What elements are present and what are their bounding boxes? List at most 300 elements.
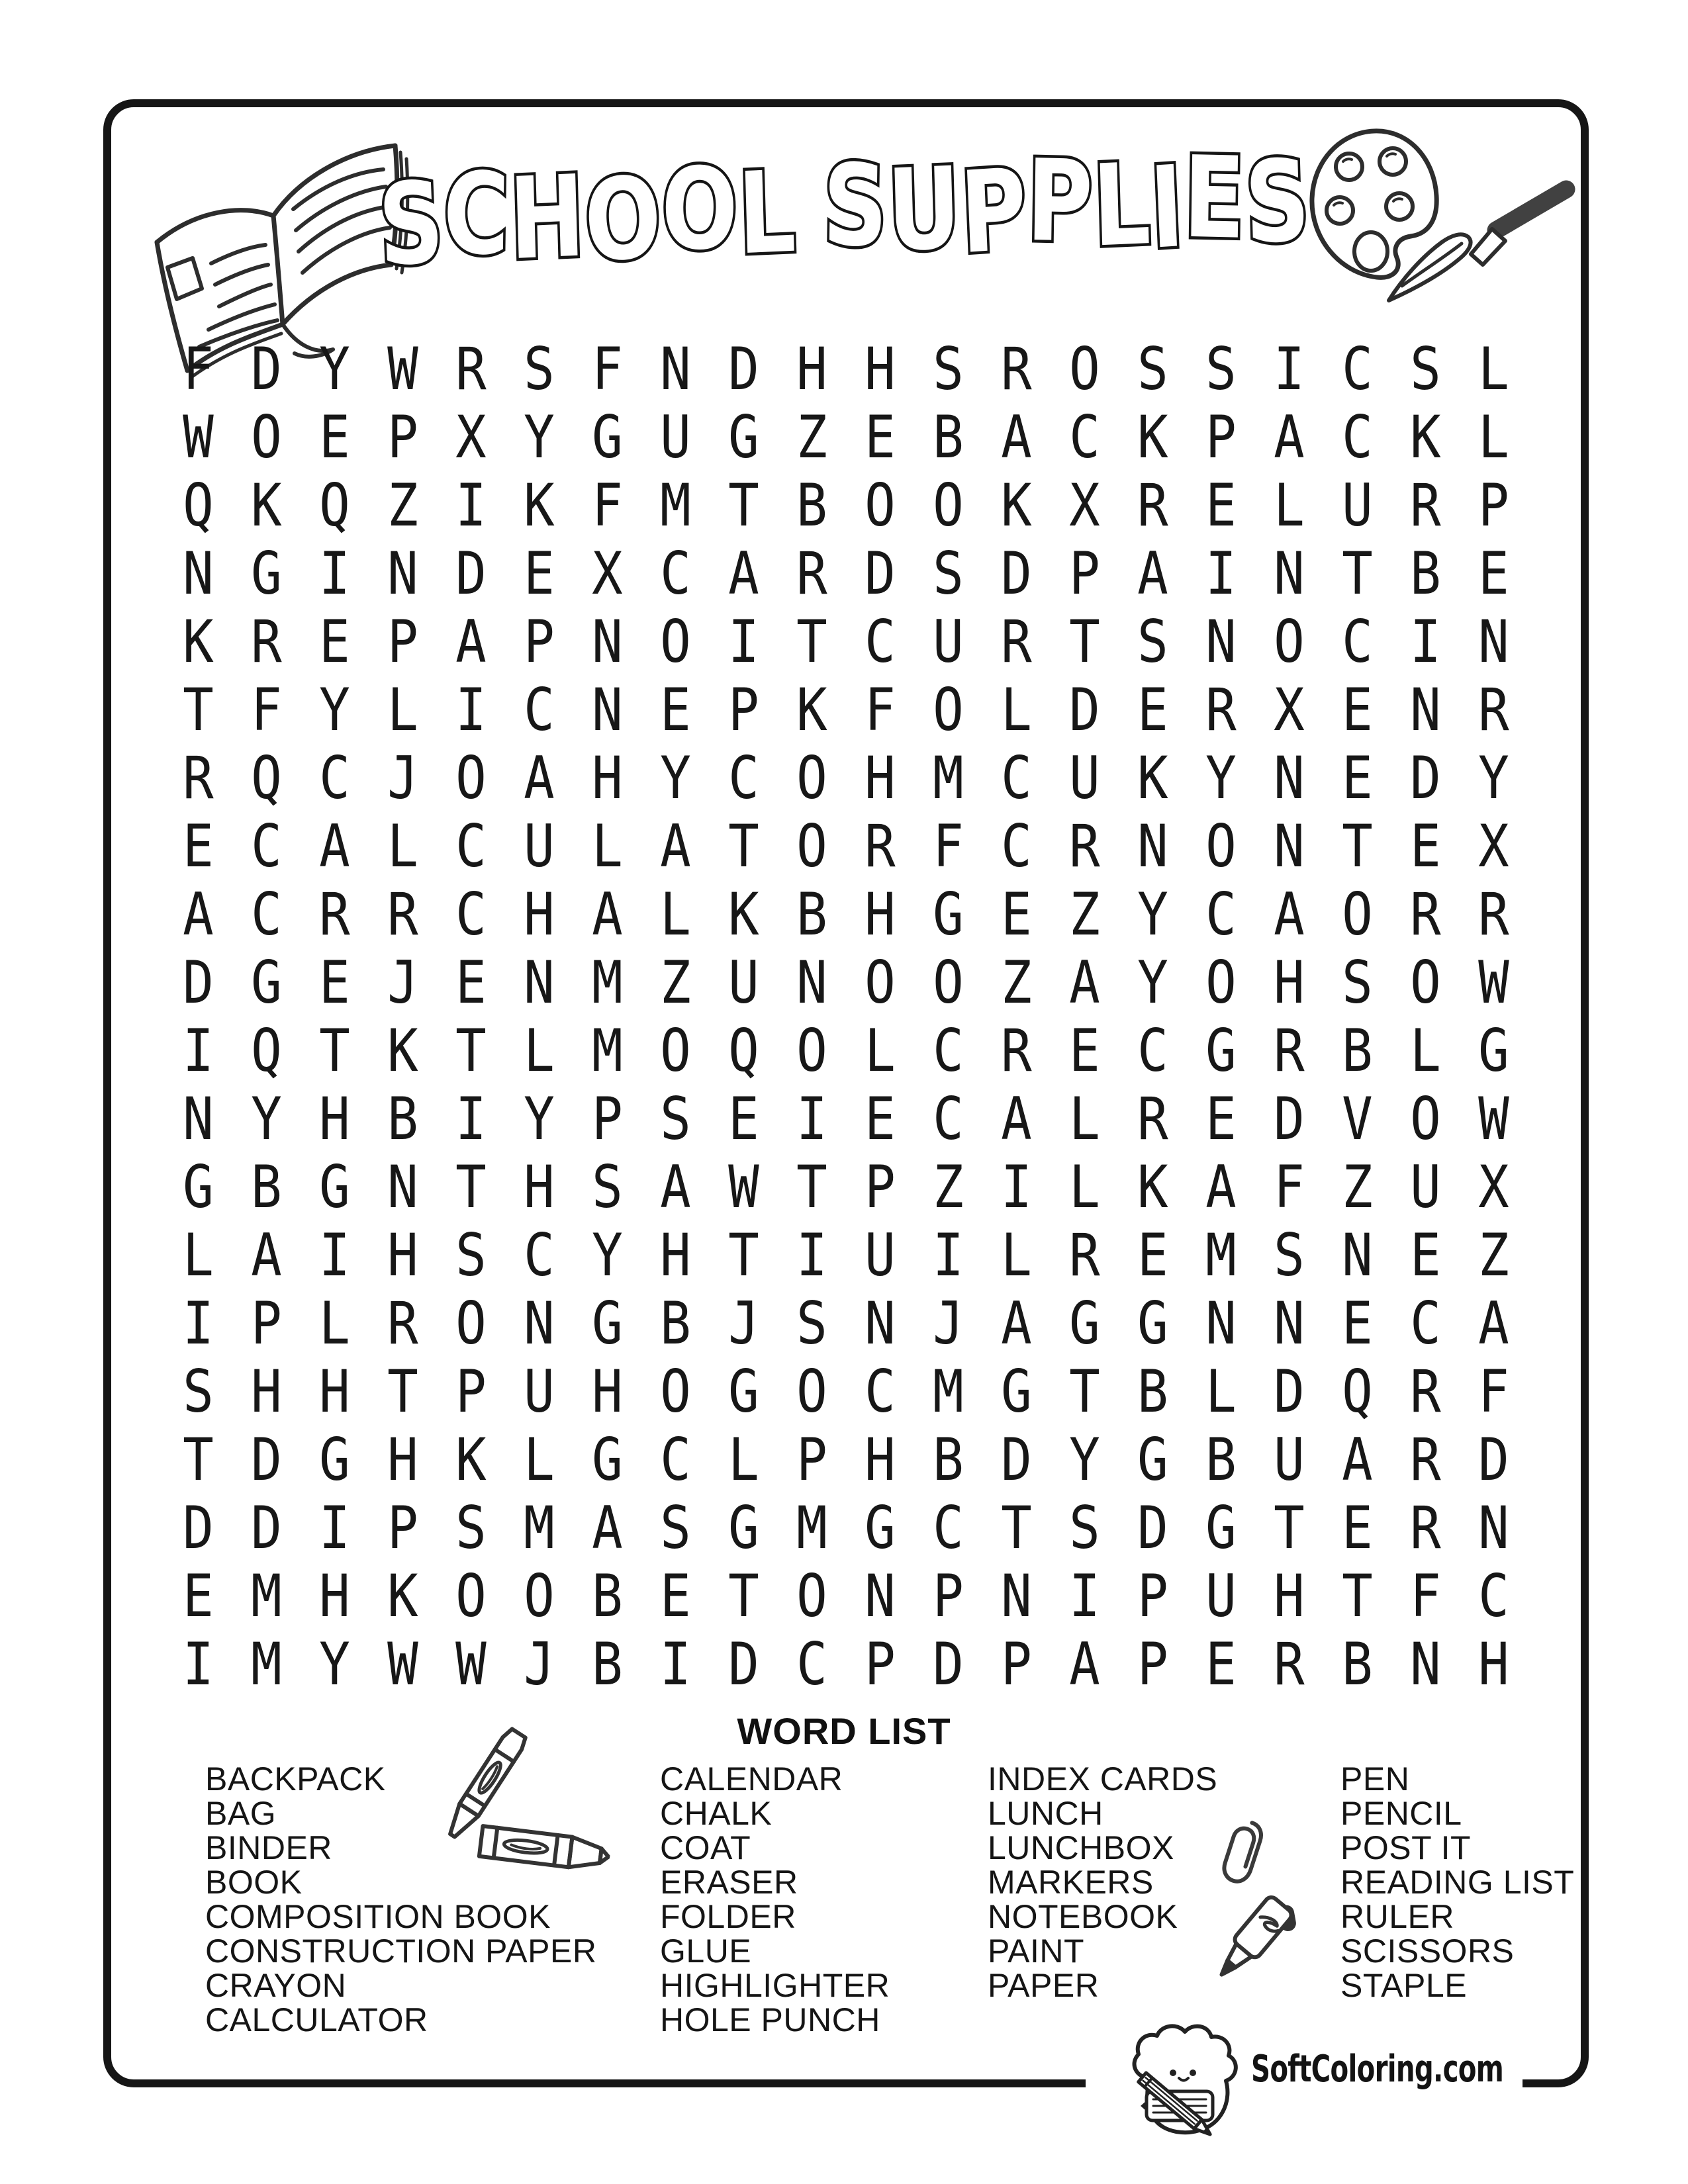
grid-letter: Z: [660, 948, 691, 1017]
grid-letter: R: [1069, 1221, 1100, 1289]
grid-letter: D: [183, 1494, 214, 1562]
grid-letter: O: [660, 608, 691, 676]
grid-letter: O: [933, 948, 964, 1017]
grid-letter: N: [592, 676, 623, 744]
grid-letter: R: [455, 335, 487, 403]
grid-letter: I: [1205, 539, 1237, 608]
grid-letter: A: [1274, 880, 1305, 948]
grid-letter: S: [1342, 948, 1373, 1017]
title-letter: P: [957, 144, 1029, 280]
grid-letter: C: [865, 1357, 896, 1426]
grid-letter: I: [796, 1221, 827, 1289]
grid-letter: P: [1137, 1562, 1168, 1630]
grid-letter: U: [1274, 1426, 1305, 1494]
grid-letter: Y: [1137, 948, 1168, 1017]
grid-letter: Y: [524, 1085, 555, 1153]
grid-letter: P: [1137, 1630, 1168, 1698]
paintbrush-icon: [1378, 167, 1577, 309]
grid-letter: G: [1001, 1357, 1032, 1426]
grid-letter: B: [933, 1426, 964, 1494]
grid-letter: B: [796, 471, 827, 539]
grid-letter: W: [1478, 948, 1509, 1017]
grid-letter: R: [1410, 1426, 1441, 1494]
grid-letter: O: [933, 471, 964, 539]
grid-letter: J: [933, 1289, 964, 1357]
grid-letter: B: [592, 1562, 623, 1630]
word-list-item: PAPER: [988, 1967, 1100, 2004]
grid-letter: T: [183, 1426, 214, 1494]
grid-letter: C: [251, 880, 282, 948]
title-letter: P: [1025, 135, 1094, 268]
word-list-item: CHALK: [660, 1795, 773, 1832]
grid-letter: O: [455, 1562, 487, 1630]
grid-letter: U: [933, 608, 964, 676]
grid-letter: E: [1342, 1494, 1373, 1562]
grid-letter: O: [524, 1562, 555, 1630]
cloud-mascot-icon: [1116, 2017, 1242, 2150]
grid-letter: Y: [319, 1630, 350, 1698]
word-list-item: POST IT: [1340, 1829, 1472, 1866]
grid-letter: U: [1342, 471, 1373, 539]
grid-letter: P: [592, 1085, 623, 1153]
title-letter: C: [442, 148, 510, 281]
grid-letter: N: [1478, 608, 1509, 676]
grid-letter: W: [387, 335, 418, 403]
word-list-item: RULER: [1340, 1898, 1454, 1935]
grid-letter: R: [1069, 812, 1100, 880]
grid-letter: R: [1205, 676, 1237, 744]
grid-letter: H: [1478, 1630, 1509, 1698]
grid-letter: N: [1274, 1289, 1305, 1357]
grid-letter: O: [1274, 608, 1305, 676]
grid-letter: I: [455, 471, 487, 539]
grid-letter: I: [455, 676, 487, 744]
grid-letter: A: [1342, 1426, 1373, 1494]
grid-letter: R: [1478, 880, 1509, 948]
grid-letter: E: [319, 948, 350, 1017]
grid-letter: G: [865, 1494, 896, 1562]
grid-letter: G: [933, 880, 964, 948]
grid-letter: E: [1137, 1221, 1168, 1289]
grid-letter: Z: [933, 1153, 964, 1221]
grid-letter: K: [1137, 744, 1168, 812]
grid-letter: G: [319, 1153, 350, 1221]
grid-letter: T: [1274, 1494, 1305, 1562]
grid-letter: S: [592, 1153, 623, 1221]
grid-letter: T: [796, 1153, 827, 1221]
grid-letter: E: [728, 1085, 759, 1153]
grid-letter: A: [1069, 948, 1100, 1017]
grid-letter: H: [660, 1221, 691, 1289]
grid-letter: H: [251, 1357, 282, 1426]
grid-letter: O: [251, 403, 282, 471]
title-letter: [793, 159, 825, 273]
grid-letter: Y: [1069, 1426, 1100, 1494]
grid-letter: D: [1001, 539, 1032, 608]
grid-letter: B: [1137, 1357, 1168, 1426]
grid-letter: Q: [251, 1017, 282, 1085]
grid-letter: R: [1137, 471, 1168, 539]
title-letter: H: [507, 151, 586, 286]
grid-letter: E: [660, 1562, 691, 1630]
grid-letter: R: [865, 812, 896, 880]
grid-letter: C: [455, 812, 487, 880]
grid-letter: E: [865, 403, 896, 471]
grid-letter: G: [1478, 1017, 1509, 1085]
grid-letter: M: [251, 1630, 282, 1698]
grid-letter: W: [387, 1630, 418, 1698]
word-list-item: READING LIST: [1340, 1864, 1575, 1901]
grid-letter: D: [1274, 1085, 1305, 1153]
grid-letter: E: [319, 403, 350, 471]
grid-letter: A: [183, 880, 214, 948]
grid-letter: B: [1205, 1426, 1237, 1494]
grid-letter: G: [592, 403, 623, 471]
grid-letter: W: [728, 1153, 759, 1221]
grid-letter: L: [728, 1426, 759, 1494]
grid-letter: I: [319, 539, 350, 608]
grid-letter: Y: [319, 335, 350, 403]
grid-letter: N: [1205, 1289, 1237, 1357]
grid-letter: L: [387, 812, 418, 880]
word-list-item: COMPOSITION BOOK: [205, 1898, 551, 1935]
grid-letter: O: [1205, 812, 1237, 880]
grid-letter: R: [183, 744, 214, 812]
grid-letter: O: [660, 1017, 691, 1085]
grid-letter: X: [1478, 1153, 1509, 1221]
grid-letter: N: [1137, 812, 1168, 880]
grid-letter: C: [319, 744, 350, 812]
grid-letter: R: [1478, 676, 1509, 744]
grid-letter: O: [796, 812, 827, 880]
word-list-item: HIGHLIGHTER: [660, 1967, 890, 2004]
grid-letter: L: [1478, 335, 1509, 403]
grid-letter: P: [1069, 539, 1100, 608]
grid-letter: G: [592, 1426, 623, 1494]
grid-letter: L: [387, 676, 418, 744]
grid-letter: R: [251, 608, 282, 676]
highlighter-icon: [1197, 1894, 1296, 2000]
grid-letter: O: [455, 744, 487, 812]
grid-letter: C: [1342, 608, 1373, 676]
grid-letter: R: [1410, 1494, 1441, 1562]
grid-letter: K: [387, 1017, 418, 1085]
grid-letter: M: [796, 1494, 827, 1562]
grid-letter: C: [1342, 403, 1373, 471]
grid-letter: I: [728, 608, 759, 676]
grid-letter: F: [1410, 1562, 1441, 1630]
grid-letter: Z: [1478, 1221, 1509, 1289]
grid-letter: C: [660, 539, 691, 608]
grid-letter: F: [1478, 1357, 1509, 1426]
grid-letter: A: [1137, 539, 1168, 608]
grid-letter: E: [183, 812, 214, 880]
grid-letter: H: [319, 1357, 350, 1426]
grid-letter: D: [455, 539, 487, 608]
title-letter: O: [660, 143, 739, 277]
word-list-item: NOTEBOOK: [988, 1898, 1178, 1935]
grid-letter: M: [524, 1494, 555, 1562]
grid-letter: Q: [183, 471, 214, 539]
grid-letter: N: [796, 948, 827, 1017]
grid-letter: B: [660, 1289, 691, 1357]
grid-letter: A: [660, 812, 691, 880]
grid-letter: D: [1001, 1426, 1032, 1494]
grid-letter: L: [1410, 1017, 1441, 1085]
title-letter: S: [375, 157, 446, 293]
word-list-item: BACKPACK: [205, 1760, 386, 1797]
grid-letter: D: [251, 335, 282, 403]
grid-letter: A: [592, 1494, 623, 1562]
grid-letter: F: [1274, 1153, 1305, 1221]
grid-letter: P: [1001, 1630, 1032, 1698]
grid-letter: K: [1410, 403, 1441, 471]
grid-letter: C: [1205, 880, 1237, 948]
grid-letter: L: [1205, 1357, 1237, 1426]
grid-letter: E: [1342, 744, 1373, 812]
grid-letter: Q: [728, 1017, 759, 1085]
grid-letter: P: [387, 608, 418, 676]
grid-letter: H: [592, 1357, 623, 1426]
word-list-item: PENCIL: [1340, 1795, 1462, 1832]
grid-letter: L: [1001, 1221, 1032, 1289]
grid-letter: E: [865, 1085, 896, 1153]
grid-letter: H: [592, 744, 623, 812]
grid-letter: U: [524, 812, 555, 880]
grid-letter: C: [1478, 1562, 1509, 1630]
grid-letter: E: [1137, 676, 1168, 744]
grid-letter: Z: [796, 403, 827, 471]
grid-letter: W: [455, 1630, 487, 1698]
word-list-item: STAPLE: [1340, 1967, 1468, 2004]
grid-letter: N: [1478, 1494, 1509, 1562]
grid-letter: I: [319, 1494, 350, 1562]
word-list-item: SCISSORS: [1340, 1933, 1515, 1970]
grid-letter: O: [1069, 335, 1100, 403]
grid-letter: G: [1137, 1289, 1168, 1357]
grid-letter: S: [1274, 1221, 1305, 1289]
grid-letter: Q: [251, 744, 282, 812]
grid-letter: A: [1001, 403, 1032, 471]
grid-letter: B: [387, 1085, 418, 1153]
word-list-item: CALCULATOR: [205, 2001, 428, 2038]
title-letter: U: [885, 143, 962, 277]
grid-letter: O: [865, 471, 896, 539]
grid-letter: H: [524, 880, 555, 948]
grid-letter: C: [524, 1221, 555, 1289]
grid-letter: I: [183, 1017, 214, 1085]
grid-letter: N: [1410, 1630, 1441, 1698]
grid-letter: N: [1342, 1221, 1373, 1289]
grid-letter: N: [1274, 812, 1305, 880]
grid-letter: M: [1205, 1221, 1237, 1289]
grid-letter: Y: [251, 1085, 282, 1153]
grid-letter: S: [183, 1357, 214, 1426]
grid-letter: D: [251, 1494, 282, 1562]
grid-letter: N: [1410, 676, 1441, 744]
grid-letter: L: [183, 1221, 214, 1289]
title-letter: S: [1243, 135, 1312, 269]
grid-letter: Z: [387, 471, 418, 539]
grid-letter: M: [933, 744, 964, 812]
grid-letter: U: [1205, 1562, 1237, 1630]
grid-letter: N: [865, 1562, 896, 1630]
grid-letter: C: [1001, 744, 1032, 812]
grid-letter: U: [1069, 744, 1100, 812]
grid-letter: T: [1342, 812, 1373, 880]
word-list-item: BINDER: [205, 1829, 332, 1866]
grid-letter: R: [1001, 335, 1032, 403]
grid-letter: F: [251, 676, 282, 744]
grid-letter: E: [1410, 1221, 1441, 1289]
grid-letter: S: [1137, 608, 1168, 676]
grid-letter: H: [865, 1426, 896, 1494]
grid-letter: Y: [524, 403, 555, 471]
site-logo: [1086, 2011, 1523, 2151]
grid-letter: X: [455, 403, 487, 471]
grid-letter: C: [251, 812, 282, 880]
grid-letter: T: [1342, 1562, 1373, 1630]
grid-letter: C: [1001, 812, 1032, 880]
grid-letter: P: [1205, 403, 1237, 471]
grid-letter: Y: [1137, 880, 1168, 948]
grid-letter: K: [728, 880, 759, 948]
grid-letter: N: [592, 608, 623, 676]
grid-letter: O: [796, 744, 827, 812]
title-letter: E: [1182, 132, 1246, 265]
grid-letter: T: [728, 812, 759, 880]
site-logo-text: SoftColoring.com: [1251, 2048, 1504, 2091]
grid-letter: R: [1410, 471, 1441, 539]
word-list-item: FOLDER: [660, 1898, 796, 1935]
grid-letter: E: [1342, 676, 1373, 744]
grid-letter: E: [1069, 1017, 1100, 1085]
grid-letter: E: [1478, 539, 1509, 608]
grid-letter: P: [524, 608, 555, 676]
grid-letter: P: [251, 1289, 282, 1357]
grid-letter: G: [728, 1357, 759, 1426]
grid-letter: G: [251, 948, 282, 1017]
grid-letter: O: [660, 1357, 691, 1426]
grid-letter: O: [1410, 948, 1441, 1017]
grid-letter: L: [592, 812, 623, 880]
grid-letter: D: [865, 539, 896, 608]
grid-letter: S: [796, 1289, 827, 1357]
grid-letter: G: [1137, 1426, 1168, 1494]
grid-letter: E: [1205, 1630, 1237, 1698]
grid-letter: A: [319, 812, 350, 880]
title-letter: S: [821, 140, 888, 273]
word-list-item: PEN: [1340, 1760, 1410, 1797]
grid-letter: C: [1342, 335, 1373, 403]
grid-letter: N: [387, 1153, 418, 1221]
grid-letter: E: [524, 539, 555, 608]
word-search-grid: [164, 335, 1528, 1698]
grid-letter: I: [183, 1289, 214, 1357]
grid-letter: L: [319, 1289, 350, 1357]
grid-letter: F: [183, 335, 214, 403]
grid-letter: H: [865, 335, 896, 403]
grid-letter: F: [865, 676, 896, 744]
grid-letter: O: [796, 1357, 827, 1426]
grid-letter: Z: [1001, 948, 1032, 1017]
grid-letter: O: [865, 948, 896, 1017]
grid-letter: U: [524, 1357, 555, 1426]
grid-letter: H: [319, 1562, 350, 1630]
grid-letter: B: [796, 880, 827, 948]
grid-letter: N: [524, 1289, 555, 1357]
grid-letter: H: [524, 1153, 555, 1221]
grid-letter: P: [865, 1630, 896, 1698]
grid-letter: S: [1205, 335, 1237, 403]
grid-letter: C: [728, 744, 759, 812]
grid-letter: C: [933, 1017, 964, 1085]
grid-letter: G: [251, 539, 282, 608]
grid-letter: Q: [319, 471, 350, 539]
grid-letter: K: [1137, 403, 1168, 471]
word-list-item: LUNCH: [988, 1795, 1103, 1832]
grid-letter: P: [455, 1357, 487, 1426]
grid-letter: K: [387, 1562, 418, 1630]
grid-letter: I: [319, 1221, 350, 1289]
grid-letter: D: [1137, 1494, 1168, 1562]
grid-letter: E: [1205, 471, 1237, 539]
word-list-item: LUNCHBOX: [988, 1829, 1174, 1866]
grid-letter: A: [1069, 1630, 1100, 1698]
grid-letter: A: [1001, 1289, 1032, 1357]
grid-letter: Z: [1342, 1153, 1373, 1221]
grid-letter: I: [933, 1221, 964, 1289]
grid-letter: S: [1410, 335, 1441, 403]
grid-letter: A: [251, 1221, 282, 1289]
grid-letter: H: [387, 1221, 418, 1289]
grid-letter: S: [1069, 1494, 1100, 1562]
grid-letter: B: [1410, 539, 1441, 608]
grid-letter: A: [1478, 1289, 1509, 1357]
grid-letter: D: [183, 948, 214, 1017]
grid-letter: L: [524, 1017, 555, 1085]
grid-letter: R: [1137, 1085, 1168, 1153]
word-list-heading: WORD LIST: [737, 1710, 951, 1752]
grid-letter: N: [183, 539, 214, 608]
grid-letter: F: [933, 812, 964, 880]
grid-letter: A: [455, 608, 487, 676]
grid-letter: G: [183, 1153, 214, 1221]
grid-letter: Z: [1069, 880, 1100, 948]
grid-letter: N: [1205, 608, 1237, 676]
grid-letter: Y: [660, 744, 691, 812]
grid-letter: H: [796, 335, 827, 403]
grid-letter: A: [1274, 403, 1305, 471]
grid-letter: K: [455, 1426, 487, 1494]
grid-letter: C: [455, 880, 487, 948]
word-list-column-2: [660, 1762, 890, 2037]
word-list-column-4: [1340, 1762, 1574, 2003]
grid-letter: U: [865, 1221, 896, 1289]
grid-letter: Q: [1342, 1357, 1373, 1426]
word-list-item: PAINT: [988, 1933, 1085, 1970]
grid-letter: G: [592, 1289, 623, 1357]
grid-letter: P: [933, 1562, 964, 1630]
word-list-item: GLUE: [660, 1933, 752, 1970]
grid-letter: C: [933, 1494, 964, 1562]
word-list-item: CONSTRUCTION PAPER: [205, 1933, 597, 1970]
grid-letter: K: [183, 608, 214, 676]
grid-letter: O: [1205, 948, 1237, 1017]
grid-letter: K: [796, 676, 827, 744]
grid-letter: R: [1001, 1017, 1032, 1085]
grid-letter: L: [660, 880, 691, 948]
